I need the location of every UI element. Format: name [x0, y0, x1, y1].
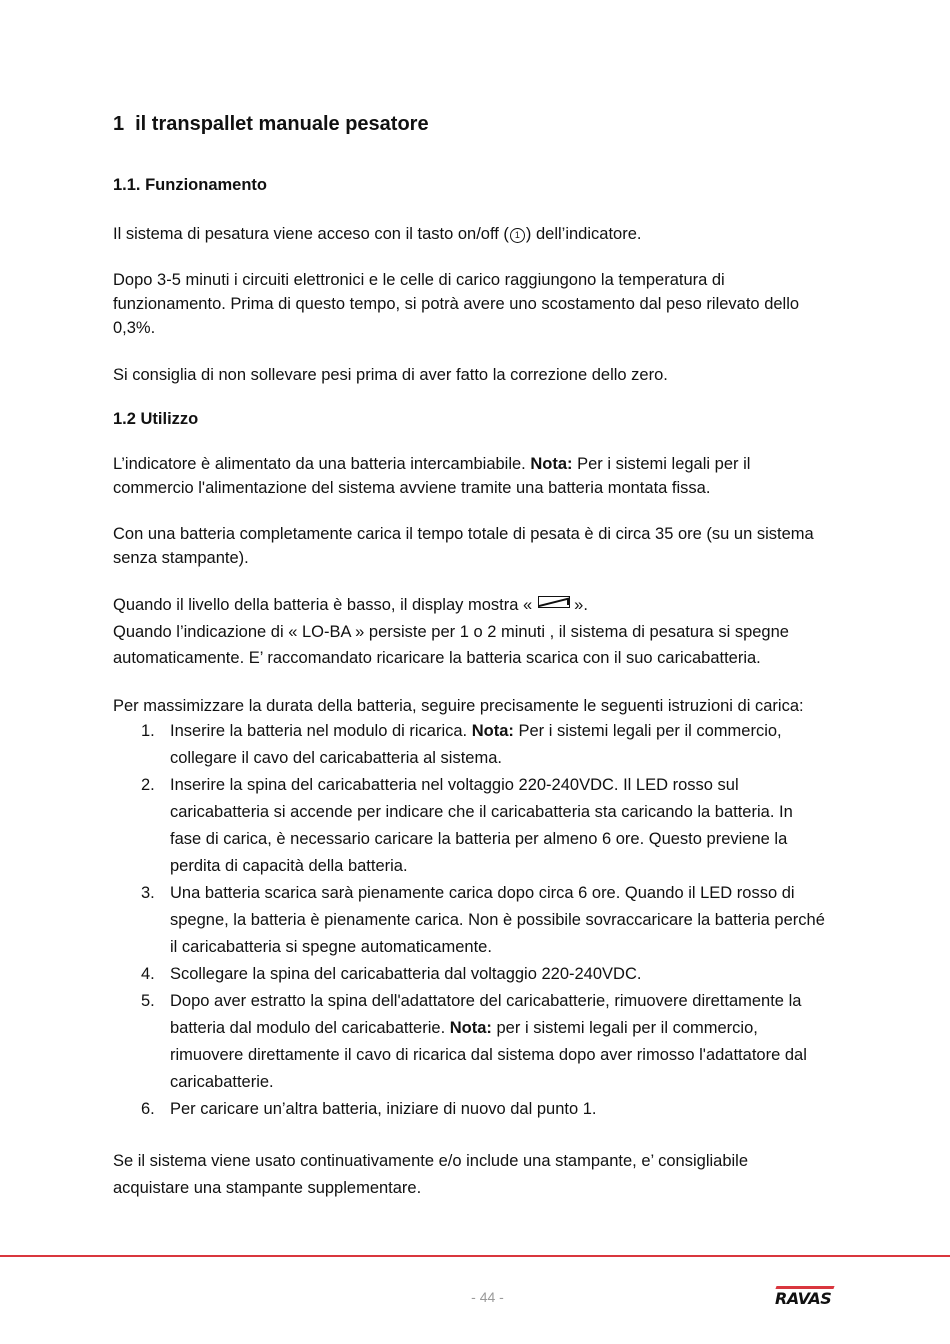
text-run: Per i sistemi legali per il [572, 455, 751, 473]
subsection-heading-utilizzo: 1.2 Utilizzo [113, 410, 199, 428]
list-item-line: collegare il cavo del caricabatteria al sistema. [170, 749, 502, 767]
text-line: Dopo 3-5 minuti i circuiti elettronici e le celle di carico raggiungono la temperatura di [113, 271, 725, 289]
list-item-line: batteria dal modulo del caricabatterie. Nota: per i sistemi legali per il commercio, [170, 1019, 758, 1037]
text-line: automaticamente. E’ raccomandato ricaricare la batteria scarica con il suo caricabatteria. [113, 649, 761, 667]
list-item-line: Dopo aver estratto la spina dell'adattatore del caricabatterie, rimuovere direttamente la [170, 992, 802, 1010]
list-item-line: spegne, la batteria è pienamente carica. Non è possibile sovraccaricare la batteria perché [170, 911, 825, 929]
list-item [113, 718, 873, 772]
note-label: Nota: [530, 455, 573, 473]
paragraph-warmup [113, 268, 873, 340]
paragraph-zero-correction: Si consiglia di non sollevare pesi prima di aver fatto la correzione dello zero. [113, 366, 668, 384]
list-item-line: il caricabatteria si spegne automaticamente. [170, 938, 492, 956]
list-item [113, 880, 873, 961]
list-item [113, 988, 873, 1096]
list-item-number: 4. [141, 965, 155, 983]
list-item [113, 1096, 873, 1123]
list-item-number: 6. [141, 1100, 155, 1118]
text-line: acquistare una stampante supplementare. [113, 1179, 422, 1197]
list-item-number: 2. [141, 776, 155, 794]
paragraph-battery-duration [113, 522, 873, 570]
page-number: - 44 - [471, 1289, 504, 1305]
list-item [113, 772, 873, 880]
text-line: commercio l'alimentazione del sistema avviene tramite una batteria montata fissa. [113, 479, 711, 497]
list-item-line: perdita di capacità della batteria. [170, 857, 408, 875]
text-run: Quando il livello della batteria è basso, il display mostra « [113, 596, 533, 614]
paragraph-closing [113, 1148, 873, 1202]
list-item-line: caricabatteria si accende per indicare che il caricabatteria sta caricando la batteria. In [170, 803, 793, 821]
footer-divider [0, 1255, 950, 1257]
paragraph-charging-intro: Per massimizzare la durata della batteria, seguire precisamente le seguenti istruzioni di carica: [113, 697, 804, 715]
text-line: Con una batteria completamente carica il tempo totale di pesata è di circa 35 ore (su un sistema [113, 525, 814, 543]
list-item [113, 961, 873, 988]
text-run: Il sistema di pesatura viene acceso con il tasto on/off ( [113, 225, 509, 243]
power-icon: 1 [510, 228, 525, 243]
paragraph-low-battery [113, 592, 873, 672]
list-item-line: Inserire la spina del caricabatteria nel voltaggio 220-240VDC. Il LED rosso sul [170, 776, 739, 794]
text-run: ». [574, 596, 588, 614]
text-line: 0,3%. [113, 319, 156, 337]
list-item-line: caricabatterie. [170, 1073, 274, 1091]
charging-steps-list [113, 718, 873, 1123]
text-line: senza stampante). [113, 549, 249, 567]
text-line: Se il sistema viene usato continuativamente e/o include una stampante, e’ consigliabile [113, 1152, 749, 1170]
list-item-line: Inserire la batteria nel modulo di ricarica. Nota: Per i sistemi legali per il commercio, [170, 722, 782, 740]
low-battery-icon [538, 596, 570, 608]
list-item-line: Scollegare la spina del caricabatteria dal voltaggio 220-240VDC. [170, 965, 642, 983]
list-item-line: fase di carica, è necessario caricare la batteria per almeno 6 ore. Questo previene la [170, 830, 788, 848]
ravas-logo [775, 1289, 835, 1309]
text-line: Quando l’indicazione di « LO-BA » persiste per 1 o 2 minuti , il sistema di pesatura si spegne [113, 622, 789, 641]
section-title: il transpallet manuale pesatore [135, 113, 429, 135]
list-item-number: 5. [141, 992, 155, 1010]
text-line: funzionamento. Prima di questo tempo, si potrà avere uno scostamento dal peso rilevato dello [113, 295, 800, 313]
section-heading [113, 113, 429, 136]
list-item-number: 3. [141, 884, 155, 902]
list-item-line: Una batteria scarica sarà pienamente carica dopo circa 6 ore. Quando il LED rosso di [170, 884, 795, 902]
logo-text: RAVAS [775, 1289, 832, 1308]
paragraph-power-on [113, 222, 873, 246]
list-item-line: rimuovere direttamente il cavo di ricarica dal sistema dopo aver rimosso l'adattatore dal [170, 1046, 807, 1064]
subsection-heading-funzionamento: 1.1. Funzionamento [113, 176, 268, 194]
text-run: ) dell’indicatore. [525, 225, 642, 243]
list-item-line: Per caricare un’altra batteria, iniziare di nuovo dal punto 1. [170, 1100, 597, 1118]
text-run: L’indicatore è alimentato da una batteria intercambiabile. [113, 455, 531, 473]
paragraph-battery-power [113, 452, 873, 500]
list-item-number: 1. [141, 722, 155, 740]
section-number: 1 [113, 113, 125, 135]
